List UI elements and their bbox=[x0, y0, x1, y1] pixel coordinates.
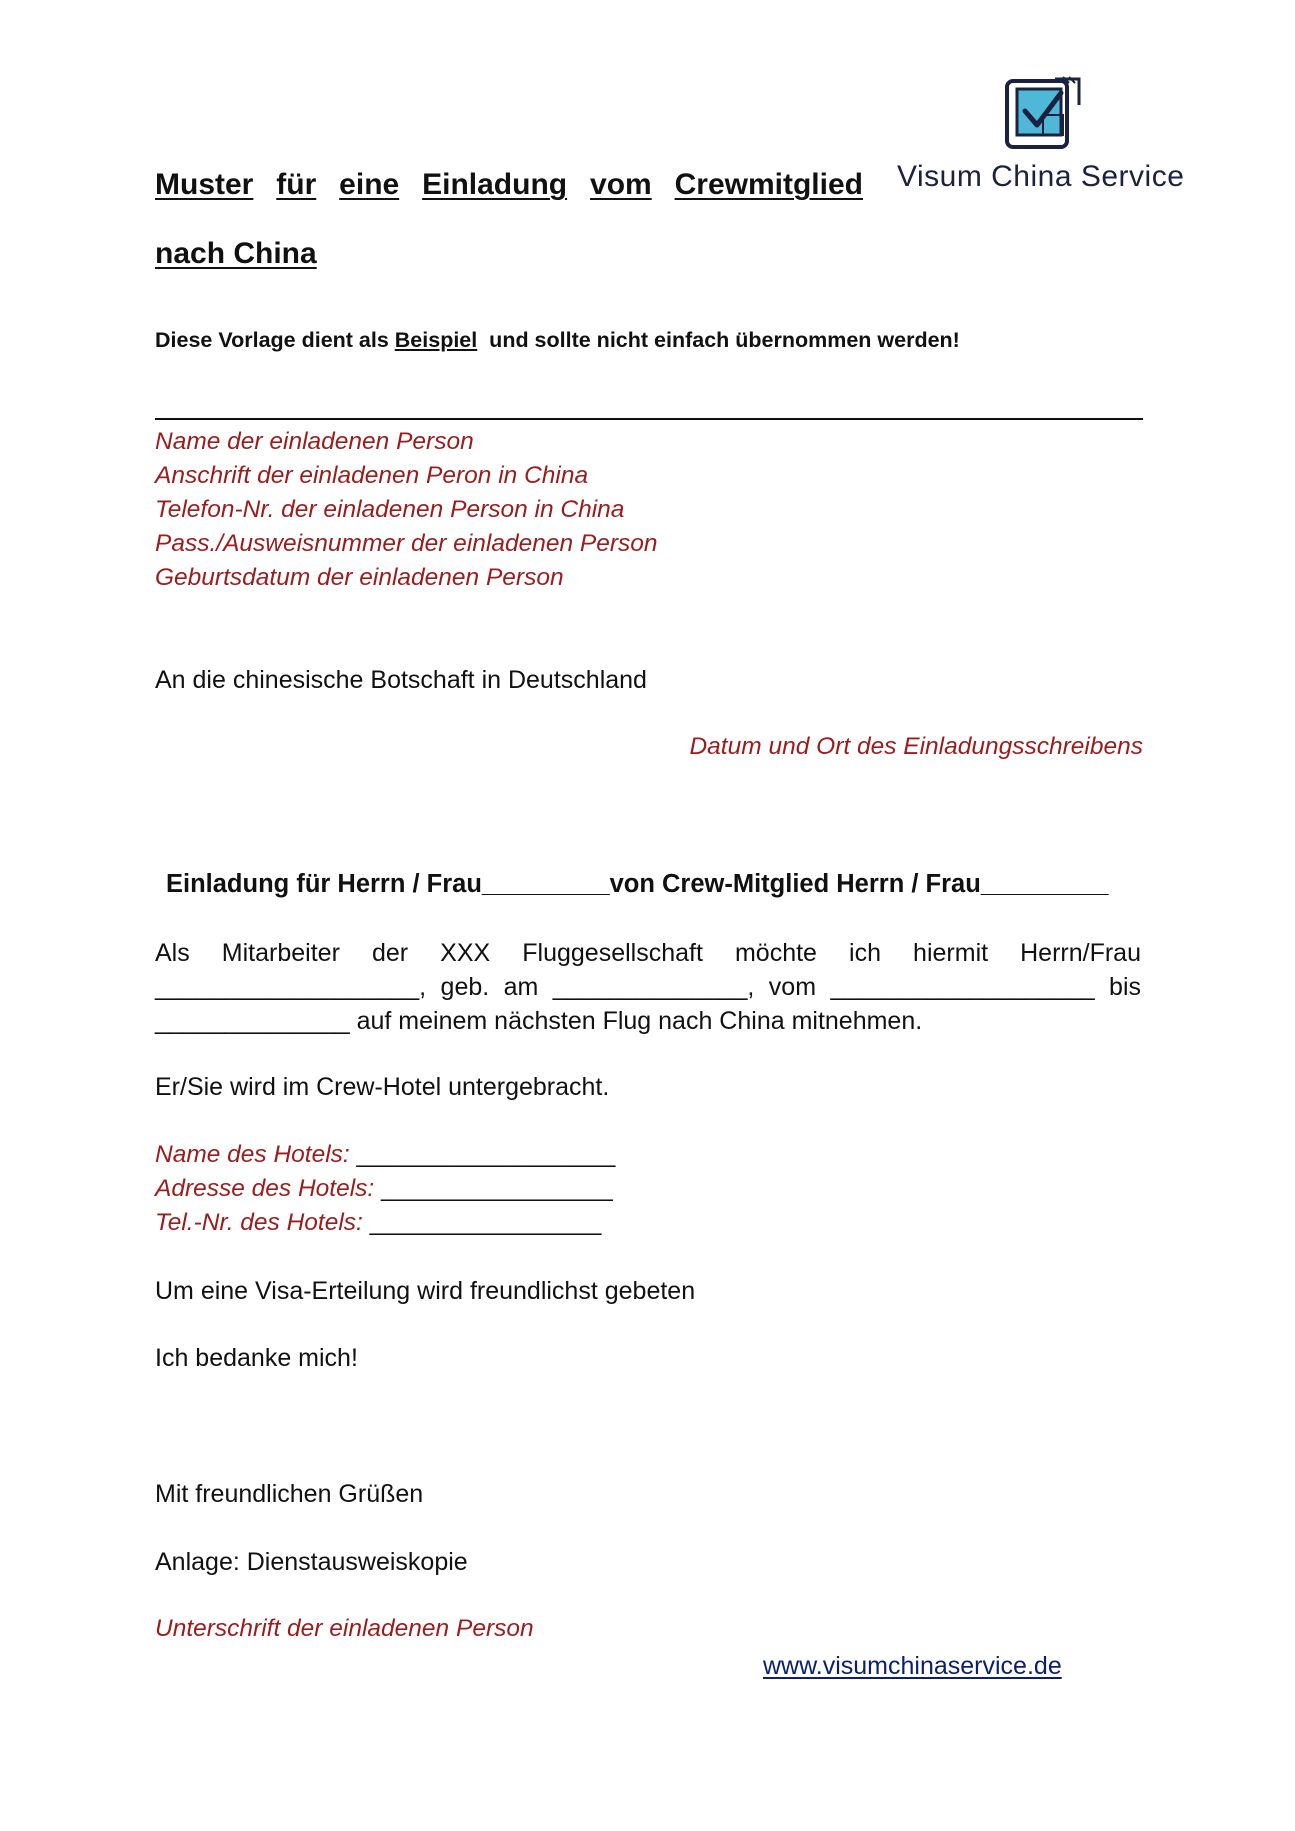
hotel-name-label: Name des Hotels: bbox=[155, 1141, 350, 1168]
website-link[interactable]: www.visumchinaservice.de bbox=[763, 1652, 1062, 1680]
checkbox-document-icon bbox=[1003, 75, 1083, 155]
sender-passport: Pass./Ausweisnummer der einladenen Person bbox=[155, 530, 658, 557]
title-word: für bbox=[276, 168, 317, 201]
logo-text: Visum China Service bbox=[897, 160, 1185, 193]
hotel-name-line bbox=[155, 1141, 615, 1169]
title-word: Muster bbox=[155, 168, 254, 201]
hotel-address-line bbox=[155, 1175, 613, 1203]
hotel-phone-line bbox=[155, 1209, 601, 1237]
hotel-phone-label: Tel.-Nr. des Hotels: bbox=[155, 1209, 363, 1236]
title-line-2: nach China bbox=[155, 237, 317, 270]
divider-line bbox=[155, 418, 1143, 420]
title-line-1 bbox=[155, 168, 863, 202]
signature-line: Unterschrift der einladenen Person bbox=[155, 1615, 534, 1642]
hotel-address-label: Adresse des Hotels: bbox=[155, 1175, 375, 1202]
closing-line: Mit freundlichen Grüßen bbox=[155, 1480, 424, 1508]
title-word: Einladung bbox=[422, 168, 568, 201]
thanks-line: Ich bedanke mich! bbox=[155, 1344, 358, 1372]
paragraph-line: ______________ auf meinem nächsten Flug nach China mitnehmen. bbox=[155, 1007, 923, 1035]
sender-phone: Telefon-Nr. der einladenen Person in China bbox=[155, 496, 625, 523]
hotel-name-blank: ___________________ bbox=[349, 1141, 616, 1168]
sender-birthdate: Geburtsdatum der einladenen Person bbox=[155, 564, 564, 591]
note-after: und sollte nicht einfach übernommen werden! bbox=[477, 328, 960, 352]
template-note bbox=[155, 328, 960, 353]
attachment-line: Anlage: Dienstausweiskopie bbox=[155, 1548, 468, 1576]
note-underlined: Beispiel bbox=[394, 328, 478, 352]
visa-request: Um eine Visa-Erteilung wird freundlichst gebeten bbox=[155, 1277, 696, 1305]
sender-name: Name der einladenen Person bbox=[155, 428, 474, 455]
recipient: An die chinesische Botschaft in Deutschland bbox=[155, 666, 647, 694]
sender-address: Anschrift der einladenen Peron in China bbox=[155, 462, 589, 489]
paragraph-line: Als Mitarbeiter der XXX Fluggesellschaft möchte ich hiermit Herrn/Frau bbox=[155, 939, 1141, 967]
invitation-paragraph bbox=[155, 936, 1141, 1038]
title-word: eine bbox=[339, 168, 400, 201]
accommodation-line: Er/Sie wird im Crew-Hotel untergebracht. bbox=[155, 1073, 610, 1101]
note-before: Diese Vorlage dient als bbox=[155, 328, 395, 352]
date-place: Datum und Ort des Einladungsschreibens bbox=[689, 733, 1143, 760]
subject-line: Einladung für Herrn / Frau_________von Crew-Mitglied Herrn / Frau_________ bbox=[166, 870, 1109, 898]
hotel-address-blank: _________________ bbox=[374, 1175, 613, 1202]
paragraph-line: ___________________, geb. am ______________, vom ___________________ bis bbox=[155, 973, 1141, 1001]
title-word: vom bbox=[590, 168, 652, 201]
hotel-phone-blank: _________________ bbox=[362, 1209, 602, 1236]
title-word: Crewmitglied bbox=[674, 168, 863, 201]
